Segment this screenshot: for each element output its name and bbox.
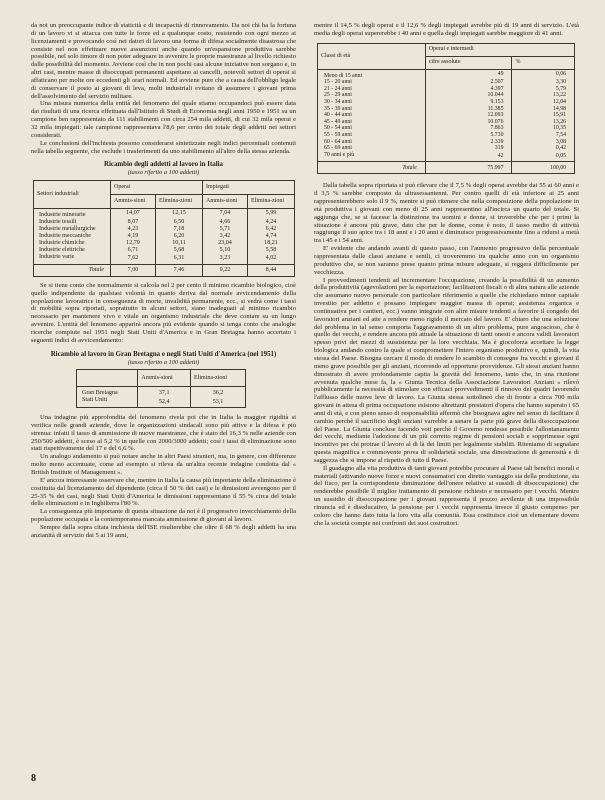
cell: 23,04 [202, 240, 247, 247]
cell: 8,44 [248, 264, 295, 276]
paragraph: Se si tiene conto che normalmente si calcola nel 2 per cento il minimo ricambio biologico, cioè quello indipendente da qualsiasi volontà in quanto deriva dal normale avvicendamento della popolazione lavoratrice in conseguenza di morte, invalidità permanente, ecc., si vedrà come i tassi di mobilità sopra riportati, soprattutto in alcuni settori, siano inadeguati al minimo ricambio necessario per mantenere vivo e vitale un organismo industriale che deve contare su un lungo avvenire. L'entità del fenomeno apparirà ancora più evidente quando si tenga conto che analoghe ricerche compiute nel 1951 negli Stati Uniti d'America e in Gran Bretagna hanno accertato i seguenti indici di avvicendamento: [31, 281, 296, 344]
row-label: Stati Uniti [82, 397, 108, 404]
row-label: 40 - 44 anni [324, 112, 352, 119]
cell: 49 [425, 69, 512, 79]
cell: 5,71 [202, 226, 247, 233]
left-column [31, 22, 296, 540]
header-age: Classi di età [318, 43, 426, 69]
row-label: Industrie varie [39, 253, 75, 260]
paragraph: da noi un preoccupante indice di staticità e di incapacità di rinnovamento. Da noi chi ha la fortuna di un lavoro vi si attacca con tutte le forze ed a qualunque costo, resistendo con ogni mezzo ai licenziamenti e provocando così nei datori di lavoro una forma di difesa socialmente disastrosa che consiste nel non effettuare nuove assunzioni anche quando un'espansione produttiva sarebbe possibile, nel solo timore di non poter adeguare in avvenire le proprie maestranze al livello richiesto dalle possibilità del momento. Avviene così che in non pochi casi alcune iniziative non sorgano e, in altri casi, mentre masse di disoccupati permanenti aspettano ai cancelli, notevoli settori di operai si affaticano per molte ore eccedenti gli orari normali. Ed avviene pure che a causa dell'obbligo legale di conservare il posto ai giovani di leva, molti industriali evitano di assumere i giovani prima dell'assolvimento del servizio militare. [31, 22, 296, 100]
paragraph: Il guadagno alla vita produttiva di tanti giovani potrebbe procurare al Paese tali benefici morali e materiali (attivando nuove forze e nuovi consumatori con diretto vantaggio sia della produzione, sia del fisco, per la corrispondente diminuzione dell'onere relativo ai sussidi di disoccupazione) che renderebbe possibile il miglior trattamento di pensione richiesto e necessario per i vecchi. Mentre un sussidio di disoccupazione per i giovani rappresenta il prezzo avvilente di una impossibile rinuncia ed è diseducativo, la pensione per i vecchi rappresenta invece il giusto compenso per coloro che hanno dato tutta la loro vita alla comunità. Essa costituisce cioè un elementare dovere che la società compie nei confronti dei suoi costruttori. [314, 464, 579, 527]
cell: 10.044 [425, 92, 512, 99]
cell: 10.076 [425, 119, 512, 126]
cell: 75.997 [425, 162, 512, 174]
cell: 13,26 [512, 119, 575, 126]
cell: 0,05 [512, 152, 575, 162]
cell: 5.730 [425, 132, 512, 139]
paragraph: mentre il 14,5 % degli operai e il 12,6 % degli impiegati avrebbe più di 19 anni di servizio. L'età media degli operai supererebbe i 40 anni e quella degli impiegati sarebbe maggiore di 41 anni. [314, 22, 579, 37]
cell: 13,22 [512, 92, 575, 99]
cell: 0,42 [512, 145, 575, 152]
cell: 4,66 [202, 219, 247, 226]
cell: 10,11 [156, 240, 203, 247]
paragraph: E' ancora interessante osservare che, mentre in Italia la causa più importante della eliminazione è costituita dal licenziamento del dipendente (circa il 50 % dei casi) e le dimissioni avvengono per il 25-35 % dei casi, negli Stati Uniti d'America le dimissioni rappresentano il 55 % circa del totale delle eliminazioni e in Inghilterra l'80 %. [31, 476, 296, 508]
cell: 36,2 [191, 387, 246, 398]
header-elim: Elimina-zioni [156, 194, 203, 208]
paragraph: Una misura numerica della entità del fenomeno del quale stiamo occupandoci può essere data dai risultati di una ricerca effettuata dall'Istituto di Studi di Economia negli anni 1950 e 1951 su un campione ben rappresentato da 111 stabilimenti con circa 254 mila addetti, di cui 32 mila operai e 32 mila impiegati: tale campione rappresentava l'8,6 per cento dei totale degli addetti nei settori considerati. [31, 100, 296, 139]
header-impiegati: Impiegati [202, 180, 294, 194]
cell: 3,42 [202, 233, 247, 240]
cell: 5,58 [248, 247, 295, 254]
cell: 3,23 [202, 254, 247, 265]
row-label: 21 - 24 anni [324, 85, 352, 92]
page-number: 8 [31, 773, 36, 784]
cell: 53,1 [191, 397, 246, 408]
cell: 7,54 [512, 132, 575, 139]
cell: 3,08 [512, 139, 575, 146]
cell: 42 [425, 152, 512, 162]
cell: 18,21 [248, 240, 295, 247]
cell: 5,68 [156, 247, 203, 254]
header-pct: % [512, 56, 575, 69]
header-group: Operai e intermedi [425, 43, 574, 56]
cell: 5,10 [202, 247, 247, 254]
cell: 6,20 [156, 233, 203, 240]
header-abs: cifre assolute [425, 56, 512, 69]
cell: 12,79 [111, 240, 156, 247]
cell: 4,02 [248, 254, 295, 265]
table-subtitle: (tasso riferito a 100 addetti) [127, 169, 200, 177]
table-title: Ricambio degli addetti al lavoro in Italia [104, 161, 223, 169]
paragraph: Un analogo andamento si può notare anche in altri Paesi stranieri, ma, in genere, con differenze molto meno accentuate, come ad esempio si rileva da un'altra recente indagine condotta dal « British Institute of Management ». [31, 453, 296, 476]
paragraph: I provvedimenti tendenti ad incrementare l'occupazione, creando la possibilità di un aumento della produttività (agevolazioni per la esportazione; facilitazioni fiscali o di altra natura alle aziende che assumano nuovo personale con particolare riferimento a quelle che richiedano minor capitale investito per addetto e possano impiegare maggior massa di operai; assistenza organica e continuativa per i cantieri, ecc.) vanno integrate con altre misure tendenti a favorire il congedo dei lavoratori anziani ed atte a rendere meno rigido il mercato del lavoro. E' chiaro che una soluzione del problema in tal senso comporta l'aggravamento di un altro problema, pure angoscioso, che è quello dei vecchi, e rendere ancora più attuale la situazione di tanti onesti e ancora validi lavoratori spesso privi dei mezzi di sussistenza per la loro vecchiaia. Ma è giocoforza accettare la legge biologica andando contro la quale si compromettere l'intero organismo produttivo e, quindi, la vita stessa del Paese. Bisogna cercare il modo di rendere lo scambio di consegne fra vecchi e giovani il meno grave possibile per gli anziani, ricorrendo ad opportune provvidenze. Gli stessi anziani hanno dimostrato di avere profondamente capita la gravità del fenomeno, tanto che, in una riunione avvenuta qualche mese fa, la « Giunta Tecnica della Associazione Lavoratori Anziani » rilevò pubblicamente la necessità di stimolare con efficaci provvedimenti il rinnovo dei quadri favorendo l'afflusso delle nuove leve di lavoro. La Giunta stessa sottolineò che di fronte a circa 700 mila giovani in attesa di prima occupazione esistono altrettanti prestatori d'opera che hanno superato i 65 anni di età, e con pieno senso di responsabilità affermò che bisognava agire nel senso di facilitare il cambio perchè il sacrificio degli anziani varrebbe a sanare la parte più grave della disoccupazione del Paese. La Giunta concluse facendo voti perchè il Governo rendesse possibile l'allontanamento dei vecchi, mediante l'adozione di un più corretto regime di pensioni sociali e sopprimesse ogni incentivo per chi protrae il lavoro al di là dei limiti per legalmente stabiliti. Riteniamo di segnalare questa magnifica e commovente prova di solidarietà sociale, una dimostrazione di generosità e di saggezza che si impone al rispetto di tutto il Paese. [314, 276, 579, 464]
cell: 7.863 [425, 125, 512, 132]
paragraph: Sempre dalla sopra citata inchiesta dell'ISE risulterebbe che oltre il 68 % degli addetti ha una anzianità di servizio dai 5 ai 19 anni, [31, 523, 296, 539]
cell: 7,04 [202, 208, 247, 219]
right-column [314, 22, 579, 528]
row-label: 60 - 64 anni [324, 138, 352, 145]
paragraph: Le conclusioni dell'inchiesta possono considerarsi sintetizzate negli indici percentuali contenuti nella tabella seguente, che esclude i trasferimenti da uno stabilimento all'altro della stessa azienda. [31, 139, 296, 155]
cell: 10,35 [512, 125, 575, 132]
cell: 6,42 [248, 226, 295, 233]
row-label: Industrie minerarie [39, 211, 86, 218]
cell: 37,1 [138, 387, 191, 398]
row-label: 25 - 29 anni [324, 92, 352, 99]
row-label: 45 - 49 anni [324, 118, 352, 125]
header-amm: Ammis-sioni [111, 194, 156, 208]
row-label: Industrie elettriche [39, 246, 85, 253]
row-label: 70 anni e più [324, 151, 355, 158]
paragraph: La conseguenza più importante di questa situazione da noi è il progressivo invecchiamento della popolazione occupata e la contemporanea mancata ammissione di giovani al lavoro. [31, 508, 296, 524]
row-label: 50 - 54 anni [324, 125, 352, 132]
cell: 8,07 [111, 219, 156, 226]
cell: 15,91 [512, 112, 575, 119]
header-amm: Ammis-sioni [138, 370, 191, 387]
cell: 11.385 [425, 106, 512, 113]
cell: 6,50 [156, 219, 203, 226]
cell: 12,15 [156, 208, 203, 219]
row-label: Industrie chimiche [39, 239, 85, 246]
cell: 9,22 [202, 264, 247, 276]
header-sector: Settori industriali [34, 180, 111, 208]
cell: 12,04 [512, 99, 575, 106]
cell: 4.397 [425, 86, 512, 93]
cell: 6,71 [111, 247, 156, 254]
paragraph: Una indagine più approfondita del fenomeno rivela poi che in Italia la maggior rigidità si verifica nelle grandi aziende, dove le organizzazioni sindacali sono più attive e la difesa è più strenua: infatti il tasso di ammissione di nuove maestranze, che è stato del 16,3 % nelle aziende con 250/500 addetti, è sceso al 5,2 % in quelle con 2000/3000 addetti; così i tassi di eliminazione sono stati rispettivamente del 17 e del 6,6 %. [31, 414, 296, 453]
cell: 0,06 [512, 69, 575, 79]
age-classes-table [317, 43, 575, 175]
row-label: Meno di 15 anni [324, 72, 363, 79]
row-label: Gran Bretagna [82, 390, 118, 397]
cell: 100,00 [512, 162, 575, 174]
row-label: 55 - 59 anni [324, 132, 352, 139]
cell: 7,46 [156, 264, 203, 276]
row-label: 65 - 69 anni [324, 145, 352, 152]
cell: 4,74 [248, 233, 295, 240]
cell: 319 [425, 145, 512, 152]
cell: 52,4 [138, 397, 191, 408]
cell: 14,98 [512, 106, 575, 113]
paragraph: E' evidente che andando avanti di questo passo, con l'aumento progressivo della percentuale rappresentata dalle classi anziane e senili, ci troveremmo tra qualche anno con un organismo produttivo che, se non saranno prese quanto prima misure adeguate, si reggerà difficilmente per vecchiezza. [314, 245, 579, 276]
row-label: Industrie meccaniche [39, 232, 91, 239]
cell: 4,19 [111, 233, 156, 240]
table-subtitle: (tasso riferito a 100 addetti) [127, 358, 200, 366]
row-label: 15 - 20 anni [324, 79, 352, 86]
row-label: 30 - 34 anni [324, 99, 352, 106]
cell: 14,07 [111, 208, 156, 219]
table-title: Ricambio al lavoro in Gran Bretagna e negli Stati Uniti d'America (nel 1951) [50, 350, 277, 358]
cell: 3,30 [512, 79, 575, 86]
header-operai: Operai [111, 180, 203, 194]
row-label: Industrie metallurgiche [39, 225, 96, 232]
header-elim: Elimina-zioni [248, 194, 295, 208]
row-label: Industrie tessili [39, 218, 77, 225]
cell: 7,00 [111, 264, 156, 276]
header-elim: Elimina-zioni [191, 370, 246, 387]
cell: 9.153 [425, 99, 512, 106]
uk-us-turnover-table [76, 369, 246, 408]
header-amm: Ammis-sioni [202, 194, 247, 208]
header-blank [77, 370, 138, 387]
cell: 2.339 [425, 139, 512, 146]
row-label: 35 - 39 anni [324, 105, 352, 112]
total-label: Totale [318, 162, 426, 174]
cell: 2.507 [425, 79, 512, 86]
cell: 6,31 [156, 254, 203, 265]
paragraph: Dalla tabella sopra riportata si può rilevare che il 7,5 % degli operai avrebbe dai 55 ai 60 anni e il 3,5 % sarebbe composto da ultrasessantenni. Per contro quelli di età inferiore ai 25 anni rappresenterebbero solo il 9 %, mentre si può ritenere che nella composizione della popolazione in età produttiva i giovani con meno di 25 anni rappresentino all'incirca un quarto del totale. Si aggiunga che, se si facesse la distinzione tra uomini e donne, si troverebbe che per i primi la situazione è ancora più grave, dato che per le donne, come è noto, il tasso medio di attività raggiunge il suo apice tra i 18 anni e i 20 anni e diminuisce progressivamente fino a ridursi a metà tra i 45 e i 54 anni. [314, 182, 579, 245]
cell: 5,99 [248, 208, 295, 219]
cell: 5,79 [512, 86, 575, 93]
italy-turnover-table [33, 180, 295, 277]
cell: 12.093 [425, 112, 512, 119]
cell: 4,24 [248, 219, 295, 226]
cell: 7,18 [156, 226, 203, 233]
total-label: Totale [34, 264, 111, 276]
cell: 7,62 [111, 254, 156, 265]
cell: 4,23 [111, 226, 156, 233]
